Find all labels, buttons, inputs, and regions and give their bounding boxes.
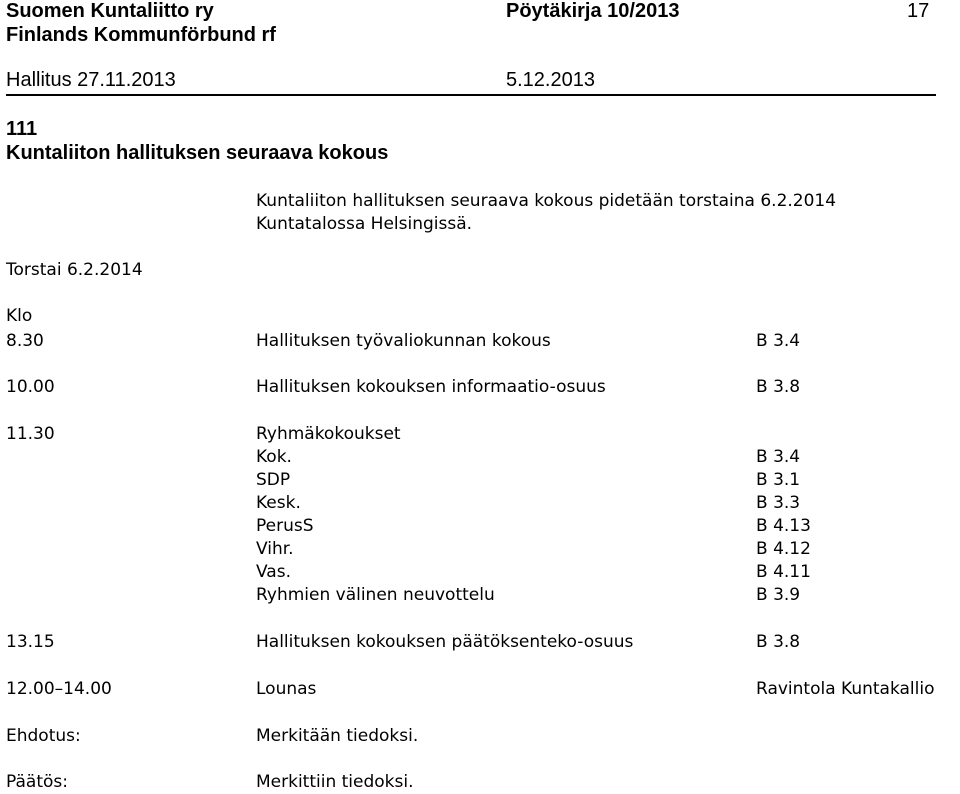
schedule-event: Hallituksen työvaliokunnan kokous (256, 331, 551, 351)
schedule-day: Torstai 6.2.2014 (6, 260, 143, 280)
intro-line-2: Kuntatalossa Helsingissä. (256, 214, 473, 234)
group-room: B 3.1 (756, 470, 801, 490)
organization-name-fi: Suomen Kuntaliitto ry (6, 0, 214, 22)
group-name: SDP (256, 470, 291, 490)
group-name: Vas. (256, 562, 291, 582)
decision-label: Päätös: (6, 772, 68, 792)
decision-text: Merkittiin tiedoksi. (256, 772, 414, 792)
schedule-room: B 3.8 (756, 377, 801, 397)
schedule-event: Lounas (256, 679, 317, 699)
time-column-label: Klo (6, 306, 33, 326)
section-title: Kuntaliiton hallituksen seuraava kokous (6, 142, 389, 164)
document-date: 5.12.2013 (506, 69, 595, 91)
header-rule (6, 94, 936, 96)
page-number: 17 (907, 0, 930, 22)
group-room: B 4.12 (756, 539, 811, 559)
group-name: Kok. (256, 447, 292, 467)
group-room: B 3.3 (756, 493, 801, 513)
section-number: 111 (6, 118, 38, 140)
document-title: Pöytäkirja 10/2013 (506, 0, 680, 22)
schedule-room: Ravintola Kuntakallio (756, 679, 935, 699)
group-room: B 4.13 (756, 516, 811, 536)
group-name: Ryhmien välinen neuvottelu (256, 585, 495, 605)
organization-name-sv: Finlands Kommunförbund rf (6, 24, 276, 46)
proposal-text: Merkitään tiedoksi. (256, 726, 419, 746)
meeting-label: Hallitus 27.11.2013 (6, 69, 176, 91)
schedule-time: 13.15 (6, 632, 55, 652)
group-name: Vihr. (256, 539, 294, 559)
group-name: PerusS (256, 516, 314, 536)
schedule-room: B 3.8 (756, 632, 801, 652)
group-room: B 4.11 (756, 562, 811, 582)
schedule-time: 10.00 (6, 377, 55, 397)
schedule-time: 8.30 (6, 331, 44, 351)
schedule-time: 11.30 (6, 424, 55, 444)
group-room: B 3.9 (756, 585, 801, 605)
schedule-room: B 3.4 (756, 331, 801, 351)
group-room: B 3.4 (756, 447, 801, 467)
schedule-event: Hallituksen kokouksen informaatio-osuus (256, 377, 606, 397)
group-name: Kesk. (256, 493, 301, 513)
schedule-event: Hallituksen kokouksen päätöksenteko-osuus (256, 632, 634, 652)
intro-line-1: Kuntaliiton hallituksen seuraava kokous pidetään torstaina 6.2.2014 (256, 191, 837, 211)
proposal-label: Ehdotus: (6, 726, 81, 746)
schedule-time: 12.00–14.00 (6, 679, 112, 699)
schedule-event: Ryhmäkokoukset (256, 424, 401, 444)
